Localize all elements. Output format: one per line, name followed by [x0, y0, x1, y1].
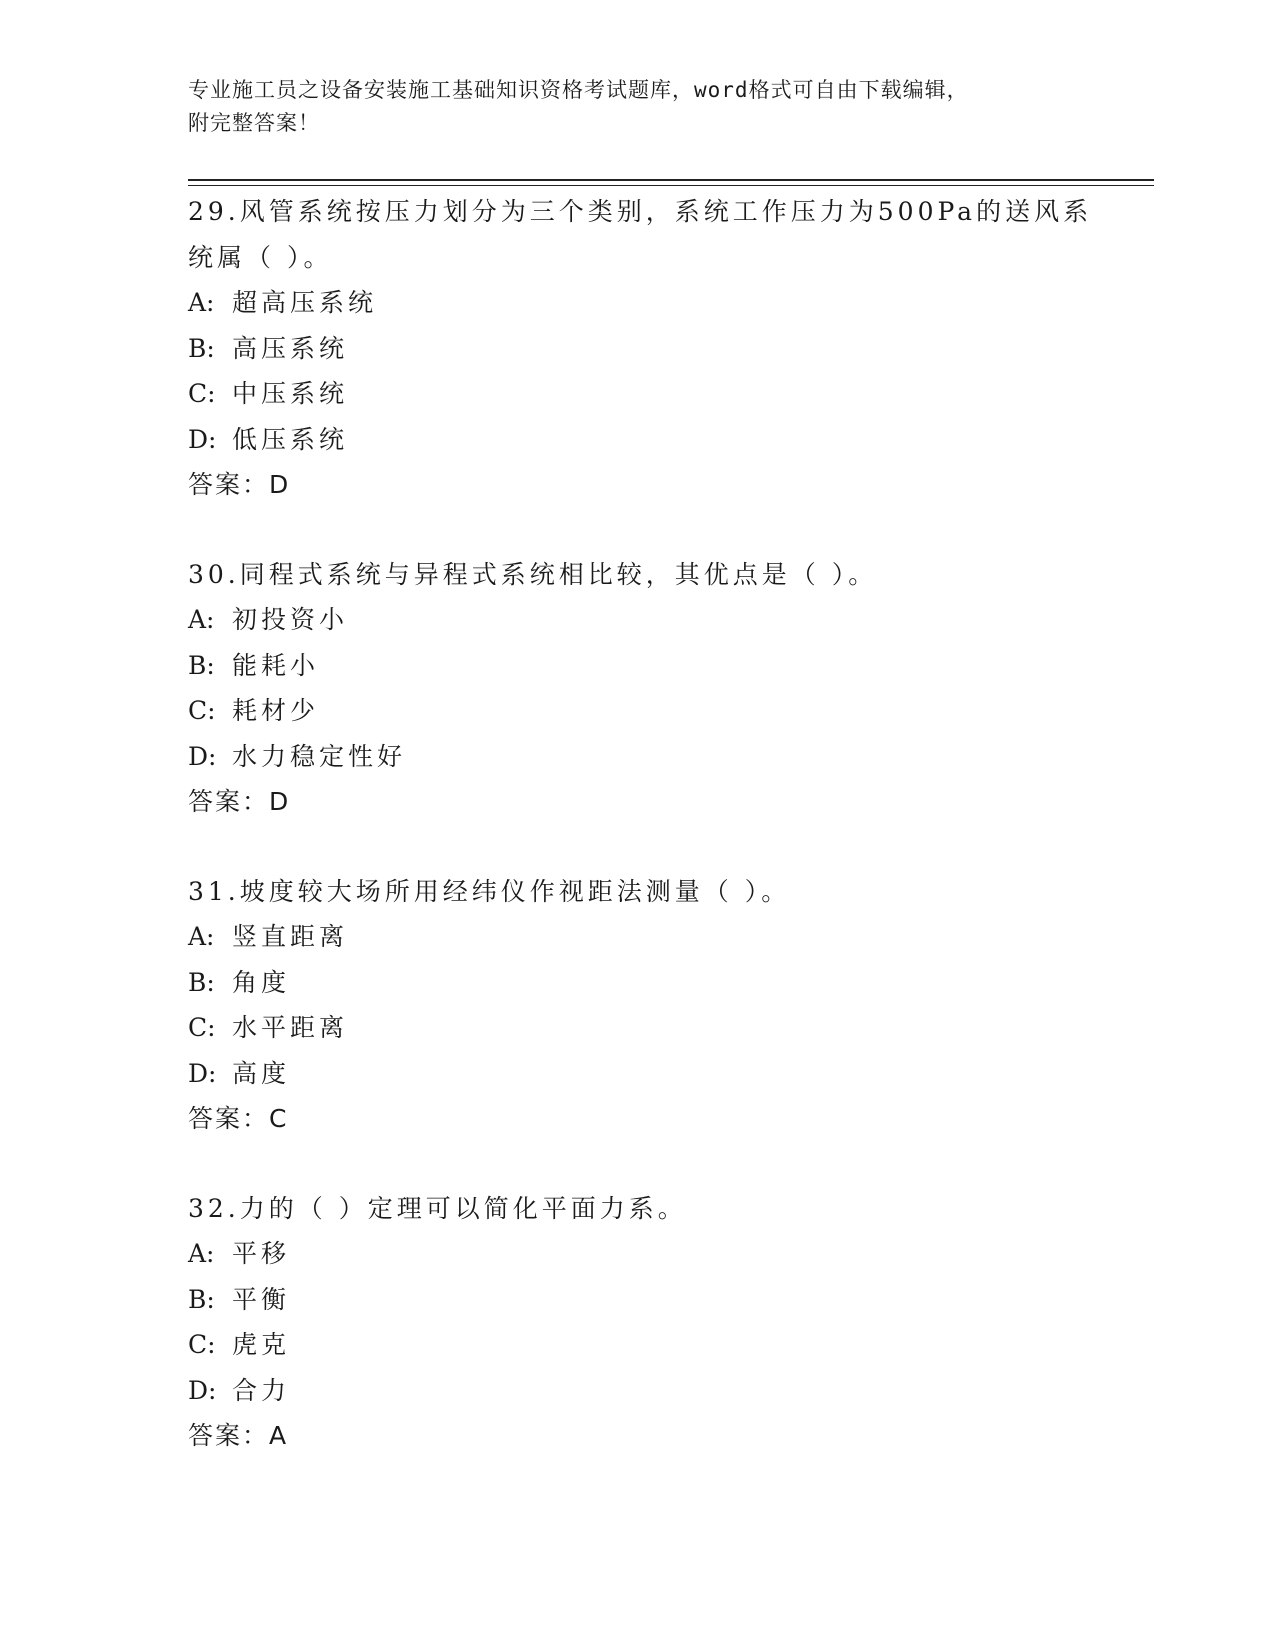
option-letter: A:: [188, 922, 215, 951]
option-text: 中压系统: [232, 379, 349, 408]
option-text: 初投资小: [232, 605, 349, 634]
option-text: 低压系统: [232, 424, 349, 454]
option-b: [188, 326, 1148, 372]
option-letter: A:: [188, 1239, 215, 1268]
question-block-29: [188, 189, 1148, 508]
option-letter: C:: [188, 1013, 216, 1042]
header-divider-top: [188, 179, 1154, 181]
option-a: [188, 914, 1148, 960]
answer-line: 答案：A: [188, 1421, 289, 1450]
option-text: 角度: [232, 967, 291, 997]
option-c: [188, 1005, 1148, 1051]
question-stem: 29.风管系统按压力划分为三个类别，系统工作压力为500Pa的送风系: [188, 197, 1093, 226]
option-c: [188, 371, 1148, 417]
option-text: 水平距离: [232, 1013, 349, 1042]
option-text: 耗材少: [232, 696, 320, 725]
option-letter: B:: [188, 1284, 215, 1314]
option-text: 高度: [232, 1058, 291, 1088]
question-stem: 31.坡度较大场所用经纬仪作视距法测量（ ）。: [188, 876, 791, 906]
option-b: [188, 643, 1148, 689]
option-letter: C:: [188, 1330, 216, 1359]
option-d: [188, 1368, 1148, 1414]
option-letter: D:: [188, 741, 217, 771]
option-letter: B:: [188, 333, 215, 363]
document-header: [188, 74, 1088, 140]
option-c: [188, 688, 1148, 734]
option-text: 平衡: [232, 1284, 291, 1314]
answer-line: 答案：C: [188, 1104, 289, 1133]
option-d: [188, 734, 1148, 780]
question-stem-continued: 统属（ ）。: [188, 242, 333, 272]
option-c: [188, 1322, 1148, 1368]
option-letter: B:: [188, 967, 215, 997]
header-line-1: 专业施工员之设备安装施工基础知识资格考试题库，word格式可自由下载编辑，: [188, 78, 969, 102]
option-d: [188, 417, 1148, 463]
question-stem: 32.力的（ ）定理可以简化平面力系。: [188, 1193, 687, 1223]
option-text: 虎克: [232, 1330, 291, 1359]
option-letter: C:: [188, 379, 216, 408]
question-block-31: [188, 869, 1148, 1142]
question-block-30: [188, 552, 1148, 825]
option-a: [188, 597, 1148, 643]
question-list: [188, 189, 1148, 1503]
header-line-2: 附完整答案！: [188, 111, 320, 135]
option-a: [188, 1231, 1148, 1277]
option-letter: A:: [188, 605, 215, 634]
option-text: 能耗小: [232, 650, 320, 680]
answer-line: 答案：D: [188, 787, 291, 816]
header-divider-bottom: [188, 185, 1154, 186]
option-letter: B:: [188, 650, 215, 680]
option-text: 平移: [232, 1239, 291, 1268]
option-a: [188, 280, 1148, 326]
option-letter: A:: [188, 288, 215, 317]
option-b: [188, 960, 1148, 1006]
option-letter: D:: [188, 1375, 217, 1405]
option-text: 竖直距离: [232, 922, 349, 951]
option-d: [188, 1051, 1148, 1097]
option-letter: D:: [188, 1058, 217, 1088]
option-text: 超高压系统: [232, 288, 378, 317]
question-stem: 30.同程式系统与异程式系统相比较，其优点是（ ）。: [188, 559, 878, 589]
option-text: 合力: [232, 1375, 291, 1405]
question-block-32: [188, 1186, 1148, 1459]
option-text: 高压系统: [232, 333, 349, 363]
option-letter: D:: [188, 424, 217, 454]
answer-line: 答案：D: [188, 470, 291, 499]
option-b: [188, 1277, 1148, 1323]
option-text: 水力稳定性好: [232, 741, 407, 771]
option-letter: C:: [188, 696, 216, 725]
